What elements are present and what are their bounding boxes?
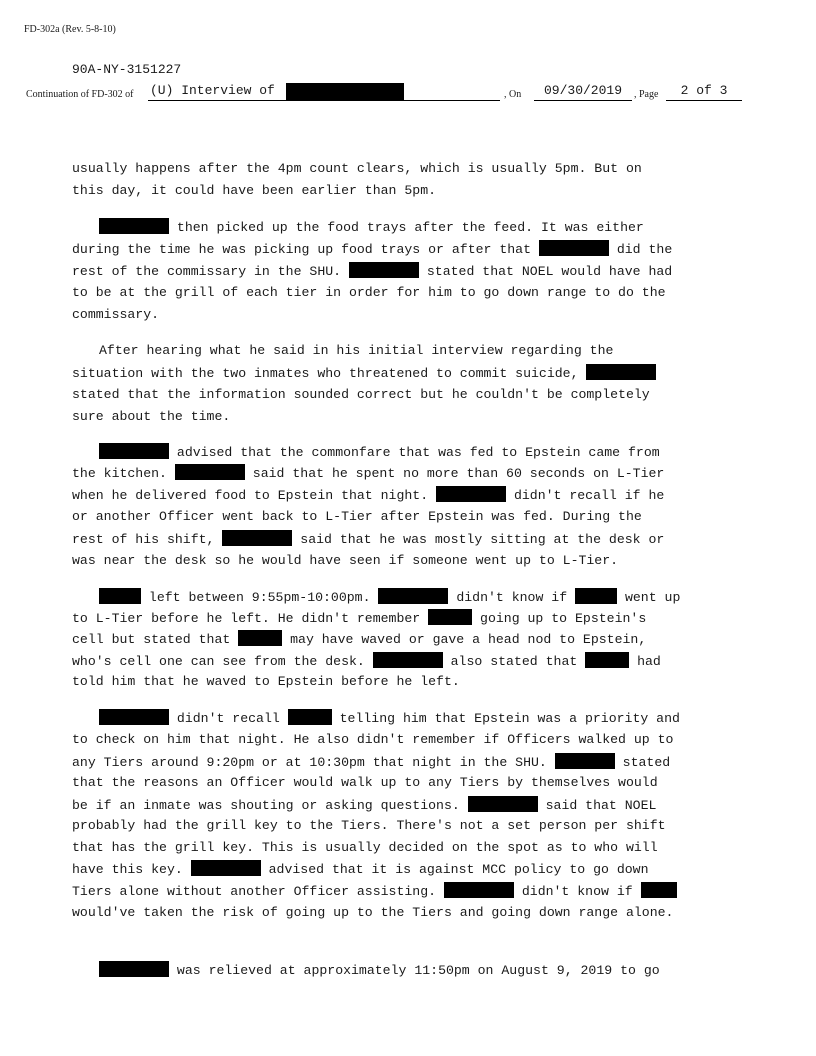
- redaction-block: [539, 240, 609, 256]
- subject-field: [148, 83, 500, 101]
- redaction-block: [191, 860, 261, 876]
- redaction-block: [378, 588, 448, 604]
- body-line: be if an inmate was shouting or asking questions. said that NOEL: [72, 798, 657, 813]
- redaction-block: [99, 961, 169, 977]
- redaction-block: [99, 588, 141, 604]
- body-line: situation with the two inmates who threatened to commit suicide,: [72, 364, 656, 382]
- redaction-block: [373, 652, 443, 668]
- body-line: advised that the commonfare that was fed to Epstein came from: [99, 443, 660, 461]
- redaction-block: [99, 443, 169, 459]
- body-line: cell but stated that may have waved or gave a head nod to Epstein,: [72, 632, 647, 647]
- body-line: have this key. advised that it is against MCC policy to go down: [72, 862, 649, 877]
- redaction-block: [175, 464, 245, 480]
- body-line: rest of his shift, said that he was mostly sitting at the desk or: [72, 532, 665, 547]
- body-line: to be at the grill of each tier in order for him to go down range to do the: [72, 285, 666, 300]
- body-line: Tiers alone without another Officer assisting. didn't know if: [72, 882, 677, 900]
- body-line: told him that he waved to Epstein before he left.: [72, 674, 460, 689]
- body-line: didn't recall telling him that Epstein was a priority and: [99, 709, 680, 727]
- body-line: After hearing what he said in his initial interview regarding the: [99, 343, 614, 358]
- redaction-block: [238, 630, 282, 646]
- redaction-block: [468, 796, 538, 812]
- body-line: commissary.: [72, 307, 160, 322]
- body-line: any Tiers around 9:20pm or at 10:30pm that night in the SHU. stated: [72, 755, 671, 770]
- on-label: , On: [504, 89, 522, 100]
- redaction-block: [428, 609, 472, 625]
- body-line: who's cell one can see from the desk. also stated that had: [72, 654, 661, 669]
- redaction-block: [575, 588, 617, 604]
- redaction-block: [286, 83, 404, 100]
- body-line: the kitchen. said that he spent no more than 60 seconds on L-Tier: [72, 466, 665, 481]
- redaction-block: [288, 709, 332, 725]
- body-line: usually happens after the 4pm count clears, which is usually 5pm. But on: [72, 161, 642, 176]
- body-line: during the time he was picking up food trays or after that did the: [72, 242, 673, 257]
- body-line: would've taken the risk of going up to the Tiers and going down range alone.: [72, 905, 674, 920]
- body-line: or another Officer went back to L-Tier after Epstein was fed. During the: [72, 509, 642, 524]
- redaction-block: [99, 709, 169, 725]
- body-line: probably had the grill key to the Tiers. There's not a set person per shift: [72, 818, 666, 833]
- body-line: to L-Tier before he left. He didn't remember going up to Epstein's: [72, 611, 647, 626]
- redaction-block: [436, 486, 506, 502]
- page-label: , Page: [634, 89, 659, 100]
- interview-date: 09/30/2019: [534, 83, 632, 101]
- body-line: sure about the time.: [72, 409, 231, 424]
- redaction-block: [641, 882, 677, 898]
- body-line: left between 9:55pm-10:00pm. didn't know if went up: [99, 588, 680, 606]
- body-line: was near the desk so he would have seen if someone went up to L-Tier.: [72, 553, 619, 568]
- page-number: 2 of 3: [666, 83, 742, 101]
- body-line: that has the grill key. This is usually decided on the spot as to who will: [72, 840, 658, 855]
- redaction-block: [222, 530, 292, 546]
- continuation-label: Continuation of FD-302 of: [26, 89, 134, 100]
- body-line: was relieved at approximately 11:50pm on August 9, 2019 to go: [99, 961, 660, 979]
- form-id: FD-302a (Rev. 5-8-10): [24, 24, 116, 35]
- body-line: stated that the information sounded correct but he couldn't be completely: [72, 387, 650, 402]
- redaction-block: [585, 652, 629, 668]
- body-line: then picked up the food trays after the feed. It was either: [99, 218, 644, 236]
- redaction-block: [444, 882, 514, 898]
- subject-prefix: (U) Interview of: [150, 83, 275, 98]
- body-line: rest of the commissary in the SHU. stated that NOEL would have had: [72, 264, 673, 279]
- file-number: 90A-NY-3151227: [72, 62, 182, 77]
- body-line: that the reasons an Officer would walk up to any Tiers by themselves would: [72, 775, 658, 790]
- body-line: this day, it could have been earlier than 5pm.: [72, 183, 437, 198]
- redaction-block: [586, 364, 656, 380]
- redaction-block: [99, 218, 169, 234]
- redaction-block: [349, 262, 419, 278]
- body-line: to check on him that night. He also didn't remember if Officers walked up to: [72, 732, 674, 747]
- body-line: when he delivered food to Epstein that night. didn't recall if he: [72, 488, 665, 503]
- redaction-block: [555, 753, 615, 769]
